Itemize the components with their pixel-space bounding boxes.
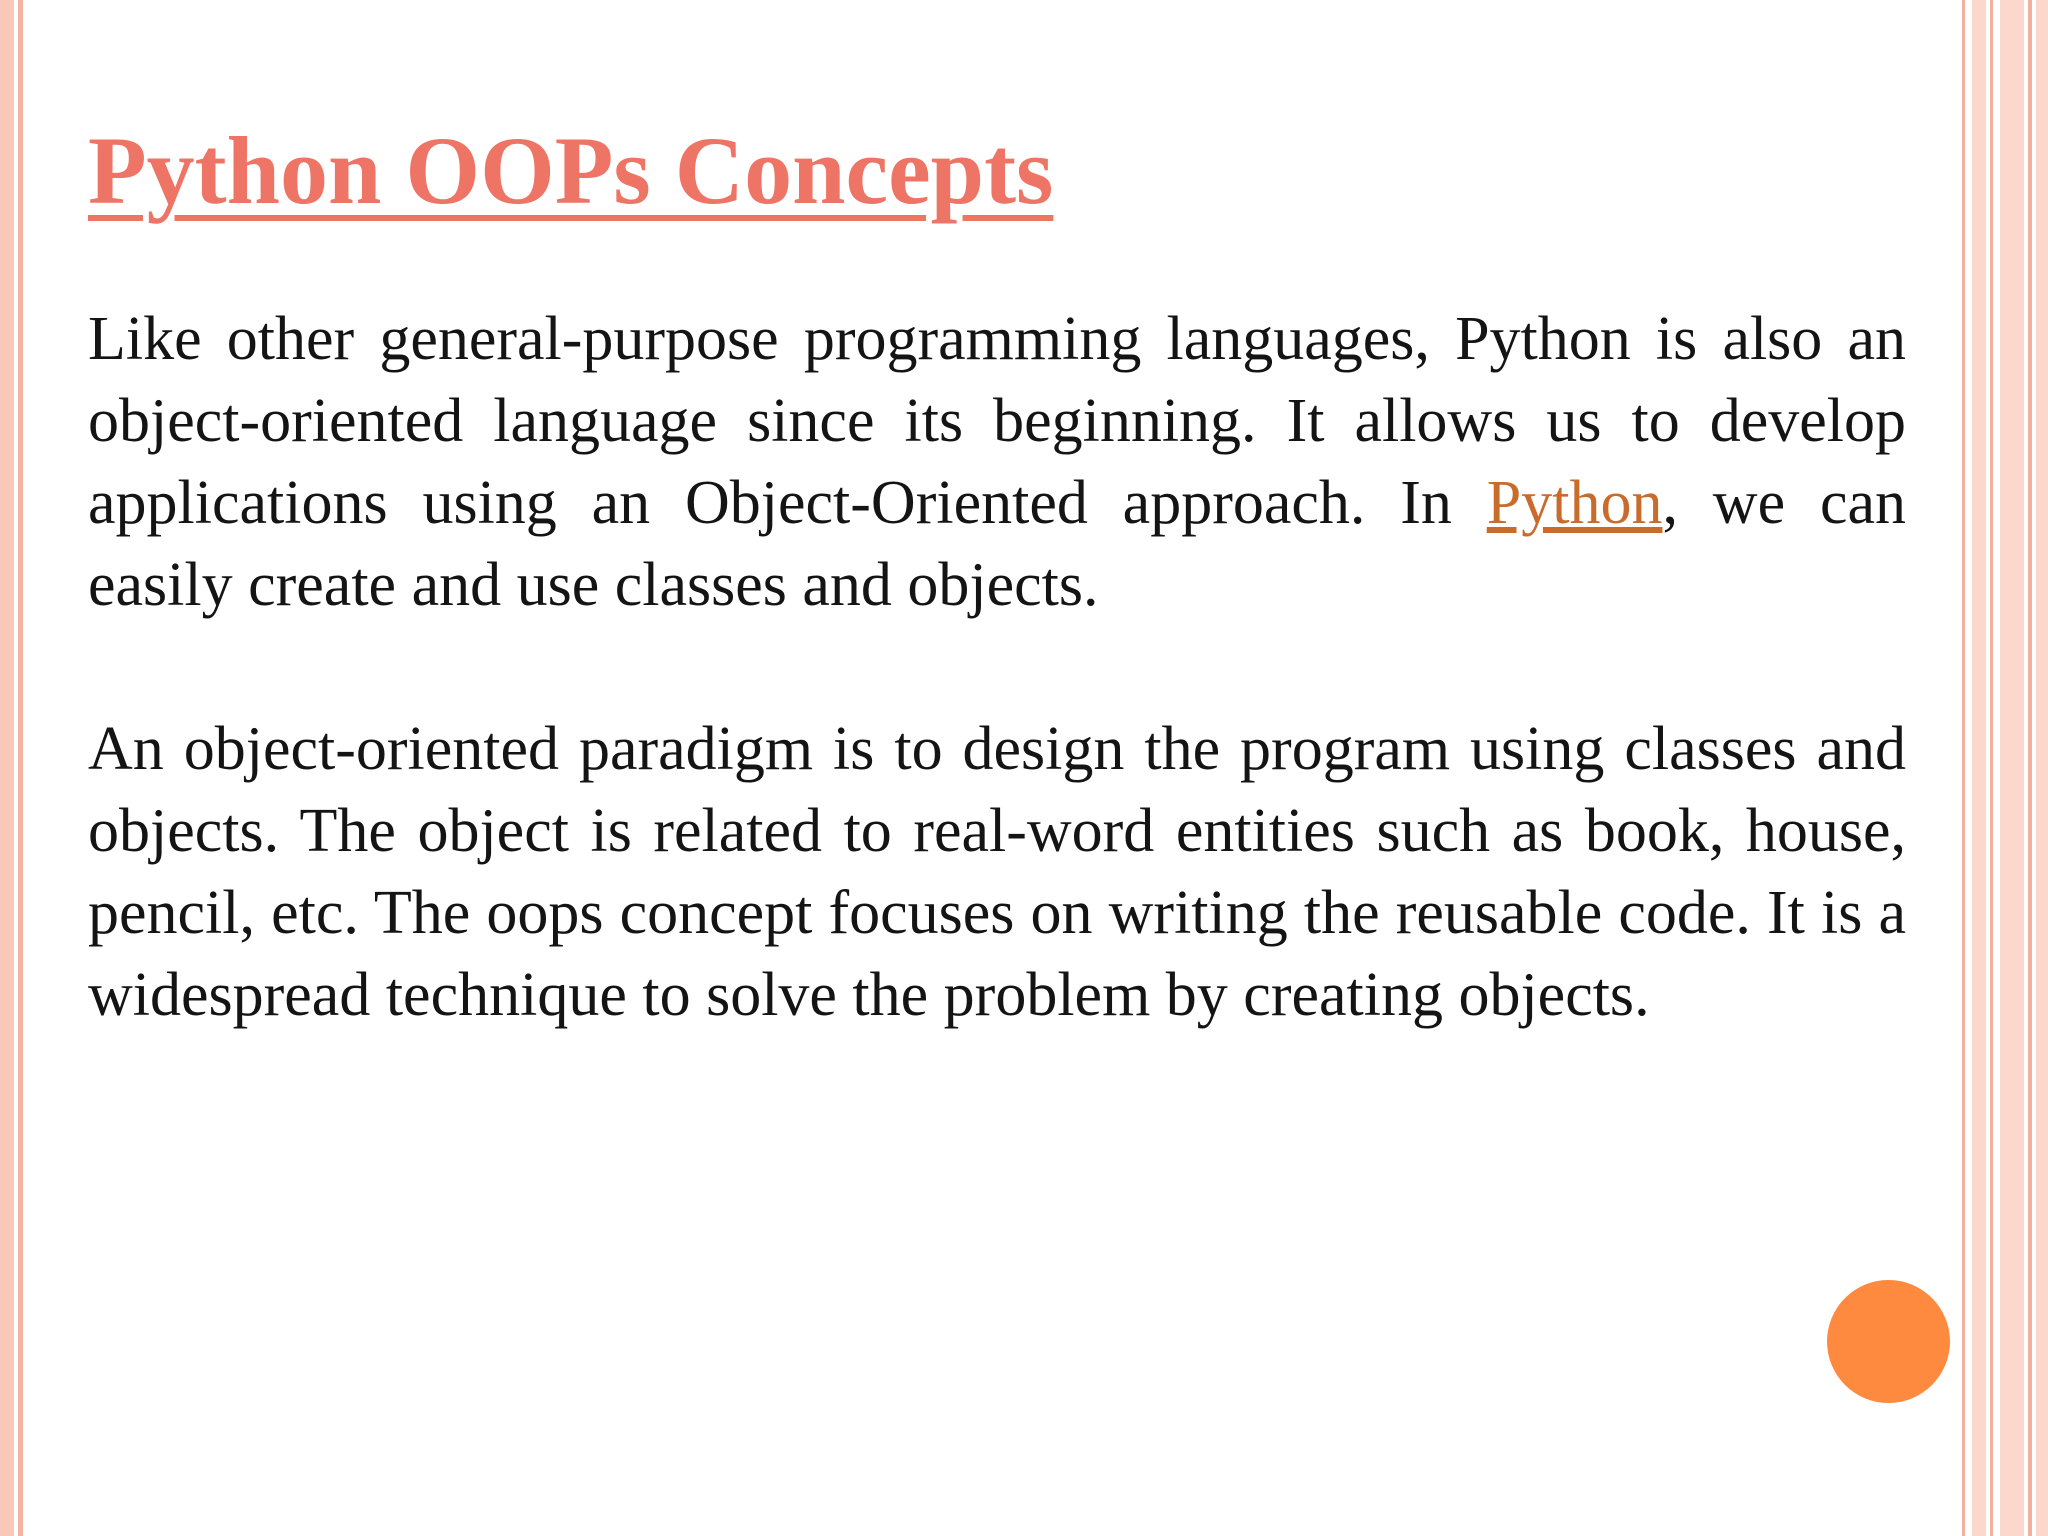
left-border-band bbox=[0, 0, 14, 1536]
right-border-band bbox=[1972, 0, 1986, 1536]
right-border-band bbox=[2000, 0, 2024, 1536]
right-border-line bbox=[2028, 0, 2032, 1536]
right-border-line bbox=[1962, 0, 1965, 1536]
slide-title: Python OOPs Concepts bbox=[88, 117, 1054, 224]
paragraph-intro-text-after: , we can easily create and use classes and objects. bbox=[88, 469, 1906, 619]
paragraph-intro-text-before: Like other general-purpose programming languages, Python is also an object-oriented language since its beginning. It allows us to develop applications using an Object-Oriented approach. In bbox=[88, 305, 1906, 537]
paragraph-paradigm: An object-oriented paradigm is to design the program using classes and objects. The object is related to real-word entities such as book, house, pencil, etc. The oops concept focuses on writing the reusable code. It is a widespread technique to solve the problem by creating objects. bbox=[88, 715, 1906, 1029]
accent-circle bbox=[1827, 1280, 1950, 1403]
paragraph-intro bbox=[88, 298, 1906, 626]
left-border-line bbox=[18, 0, 23, 1536]
python-link[interactable]: Python bbox=[1486, 469, 1663, 537]
right-border-line bbox=[1990, 0, 1993, 1536]
right-border-band bbox=[2036, 0, 2048, 1536]
